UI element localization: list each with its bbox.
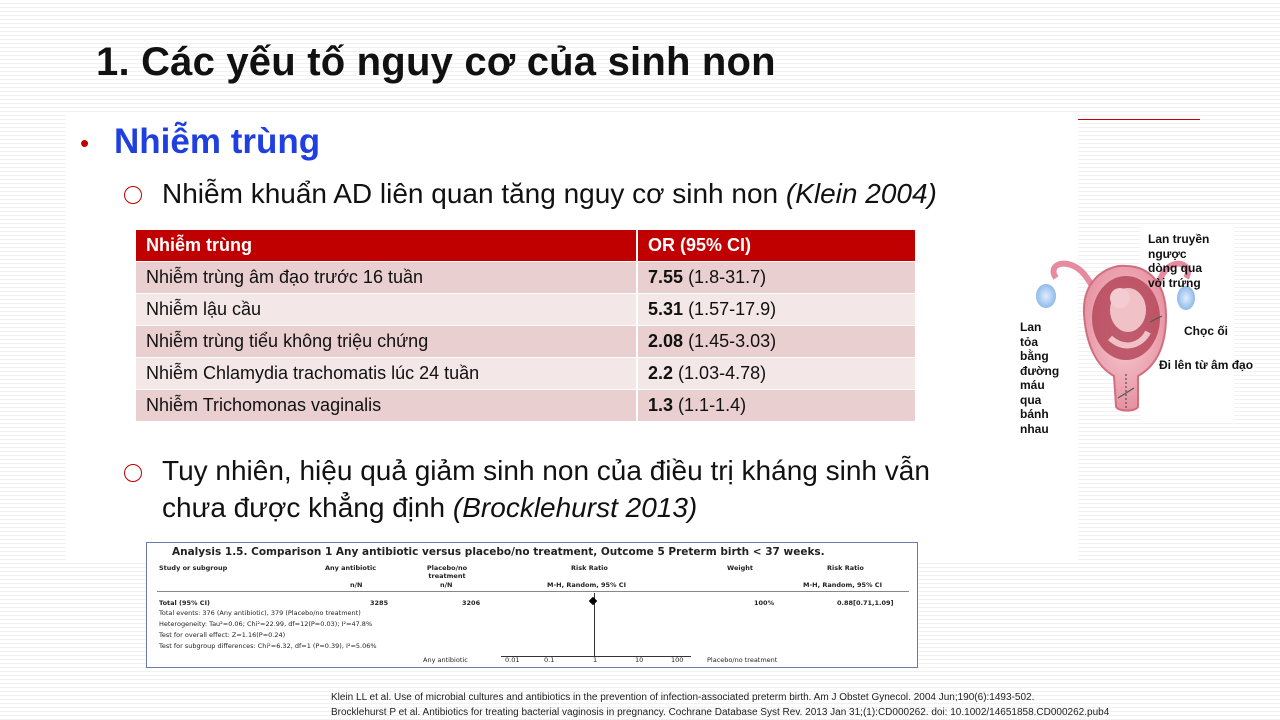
label-ascending-tube [1148,232,1209,290]
label-line: nhau [1020,421,1049,436]
label-line: Lan [1020,320,1042,334]
infection-cell: Nhiễm Chlamydia trachomatis lúc 24 tuần [136,358,637,390]
forest-title: Analysis 1.5. Comparison 1 Any antibiotic versus placebo/no treatment, Outcome 5 Preterm birth < 37 weeks. [172,546,825,558]
circle-bullet-icon [124,186,142,204]
or-cell [637,262,916,294]
total-weight: 100% [754,599,775,607]
forest-plot [146,542,918,668]
infection-cell: Nhiễm Trichomonas vaginalis [136,390,637,422]
col-any: Any antibiotic [325,564,377,572]
axis-left-label: Any antibiotic [423,656,468,664]
or-value: 2.2 [648,363,674,383]
accent-line [1078,119,1200,120]
label-line: vòi trứng [1148,275,1201,290]
or-value: 5.31 [648,299,684,319]
table-row [136,262,916,294]
label-line: ngược [1148,246,1187,261]
infection-cell: Nhiễm trùng âm đạo trước 16 tuần [136,262,637,294]
table-row [136,294,916,326]
label-line: đường [1020,363,1060,378]
col-rr2-sub: M-H, Random, 95% CI [803,581,882,589]
ci-value: (1.1-1.4) [678,395,747,415]
point-2-line-2: chưa được khẳng định [162,492,453,523]
pooled-diamond [589,597,597,605]
or-cell [637,294,916,326]
heterogeneity: Heterogeneity: Tau²=0.06; Chi²=22.99, df=12(P=0.03); I²=47.8% [159,620,373,628]
references [331,690,1109,720]
circle-bullet-icon [124,464,142,482]
column-header: Nhiễm trùng [136,230,637,262]
total-any: 3285 [370,599,389,607]
or-value: 1.3 [648,395,674,415]
tick-label: 100 [671,656,684,664]
infection-cell: Nhiễm lậu cầu [136,294,637,326]
col-rr2: Risk Ratio [827,564,864,572]
overall-effect: Test for overall effect: Z=1.16(P=0.24) [159,631,286,639]
subgroup-diff: Test for subgroup differences: Chi²=6.32, df=1 (P=0.39), I²=5.06% [159,642,377,650]
col-study: Study or subgroup [159,564,228,572]
tick-label: 10 [635,656,644,664]
point-1-text: Nhiễm khuẩn AD liên quan tăng nguy cơ sinh non [162,178,786,209]
total-rr: 0.88[0.71,1.09] [837,599,894,607]
table-row [136,326,916,358]
point-2-citation: (Brocklehurst 2013) [452,492,698,523]
table-row [136,358,916,390]
col-rr-sub: M-H, Random, 95% CI [547,581,626,589]
point-1 [162,175,937,212]
label-line: qua [1020,392,1042,407]
col-nn-1: n/N [350,581,363,589]
odds-ratio-table [136,230,917,422]
reference-1: Klein LL et al. Use of microbial cultures and antibiotics in the prevention of infection-associated preterm birth. Am J Obstet Gynecol. 2004 Jun;190(6):1493-502. [331,692,1035,703]
slide-title: 1. Các yếu tố nguy cơ của sinh non [96,40,776,84]
reference-2: Brocklehurst P et al. Antibiotics for treating bacterial vaginosis in pregnancy. Cochrane Database Syst Rev. 2013 Jan 31;(1):CD000262. doi: 10.1002/14651858.CD000262.pub4 [331,707,1110,718]
ci-value: (1.45-3.03) [688,331,777,351]
col-nn-2: n/N [440,581,453,589]
axis-right-label: Placebo/no treatment [707,656,778,664]
label-hematogenous [1020,320,1059,436]
point-1-citation: (Klein 2004) [785,178,937,209]
col-weight: Weight [727,564,753,572]
or-cell [637,358,916,390]
or-value: 7.55 [648,267,684,287]
tick-label: 1 [593,656,598,664]
label-line: bằng [1020,349,1049,363]
col-rr: Risk Ratio [571,564,608,572]
label-amniocentesis: Chọc ối [1184,324,1228,338]
column-header: OR (95% CI) [637,230,916,262]
label-line: bánh [1020,407,1049,421]
or-cell [637,326,916,358]
divider [157,591,909,592]
ci-value: (1.8-31.7) [688,267,767,287]
label-line: máu [1020,378,1045,392]
label-line: Lan truyền [1148,232,1210,246]
label-line: tỏa [1020,334,1038,349]
bullet-icon: • [80,128,90,158]
or-value: 2.08 [648,331,684,351]
section-heading: Nhiễm trùng [114,122,321,161]
table-header-row [136,230,916,262]
tick-label: 0.1 [544,656,555,664]
infection-cell: Nhiễm trùng tiểu không triệu chứng [136,326,637,358]
total-label: Total (95% CI) [159,599,210,607]
total-placebo: 3206 [462,599,481,607]
label-vaginal-ascent: Đi lên từ âm đạo [1159,358,1254,372]
tick-label: 0.01 [505,656,520,664]
label-line: dòng qua [1148,261,1202,275]
table-row [136,390,916,422]
or-cell [637,390,916,422]
ci-value: (1.57-17.9) [688,299,777,319]
events: Total events: 376 (Any antibiotic), 379 (Placebo/no treatment) [159,609,361,617]
point-2 [162,452,930,526]
col-placebo: Placebo/no treatment [426,564,468,580]
point-2-line-1: Tuy nhiên, hiệu quả giảm sinh non của điều trị kháng sinh vẫn [162,455,930,486]
ci-value: (1.03-4.78) [678,363,767,383]
